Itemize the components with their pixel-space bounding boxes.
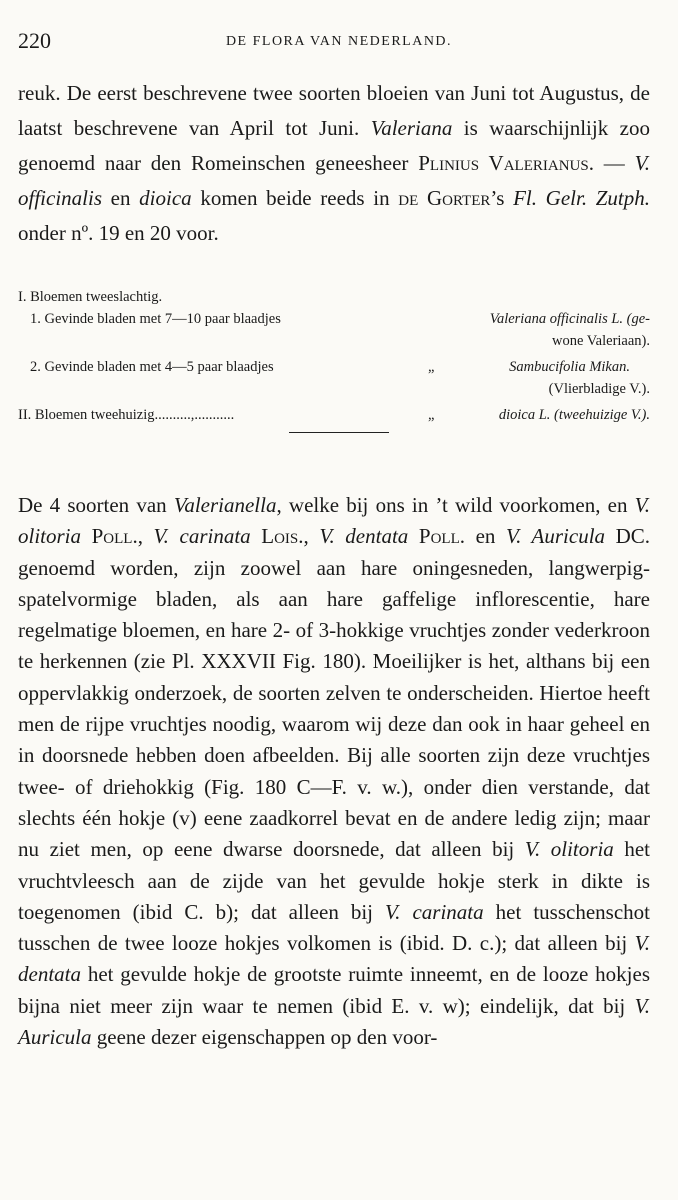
paragraph-text	[18, 490, 650, 1053]
text-run: onder nº. 19 en 20 voor.	[18, 221, 219, 245]
text-run: DC. genoemd worden, zijn zoowel aan hare oningesneden, langwerpig-spatelvormige bladen, als aan hare gaffelige inflorescentie, hare regelmatige bloemen, en hare 2- of 3-hokkige vruchtjes zonder vederkroon te herkennen (zie Pl. XXXVII Fig. 180). Moeilijker is het, althans bij een oppervlakkig onderzoek, de soorten zelven te onderscheiden. Hiertoe heeft men de rijpe vruchtjes noodig, waarom wij deze dan ook in haar geheel en in doorsnede hebben doen afbeelden. Bij alle soorten zijn deze vruchtjes twee- of driehokkig (Fig. 180 C—F. v. w.), onder dien verstande, dat slechts één hokje (v) eene zaadkorrel bevat en de andere ledig zijn; maar nu ziet men, op eene dwarse doorsnede, dat alleen bij	[18, 524, 651, 862]
italic-text: V. dentata	[18, 931, 650, 987]
identification-key	[18, 286, 650, 426]
valerianella-paragraph	[18, 490, 650, 1053]
italic-text: V. carinata	[153, 524, 251, 549]
text-run: ,	[137, 524, 154, 549]
key-item-description: 2. Gevinde bladen met 4—5 paar blaadjes	[30, 359, 274, 375]
key-item-2-continued	[18, 378, 650, 400]
text-run: het vruchtvleesch aan de zijde van het gevulde hokje sterk in dikte is toegenomen (ibid C. b); dat alleen bij	[18, 837, 651, 924]
small-caps-text: Lois.	[261, 524, 304, 549]
running-title: DE FLORA VAN NEDERLAND.	[225, 34, 453, 49]
key-item-species	[490, 308, 650, 330]
text-run: komen beide reeds in	[191, 186, 399, 210]
key-group-label: II. Bloemen tweehuizig..........,...........	[18, 407, 235, 423]
species-name: Sambucifolia Mikan.	[509, 359, 630, 375]
intro-paragraph	[18, 76, 650, 251]
text-run: en	[102, 186, 140, 210]
text-run: , welke bij ons in ’t wild voorkomen, en	[276, 493, 635, 517]
key-group-label: I. Bloemen tweeslachtig.	[18, 289, 163, 305]
text-run	[408, 524, 419, 548]
page-header	[18, 28, 660, 58]
italic-text: dioica	[139, 186, 192, 210]
paragraph-text	[18, 76, 650, 251]
small-caps-text: de Gorter	[398, 186, 491, 210]
italic-text: Valerianella	[173, 493, 277, 517]
species-name: Valeriana officinalis L. (ge-	[489, 311, 650, 327]
italic-text: V. carinata	[385, 899, 484, 924]
key-group-bisexual	[18, 286, 650, 308]
ditto-mark: „	[428, 407, 435, 423]
species-name: dioica L. (tweehuizige V.).	[498, 407, 650, 423]
key-group-dioecious	[18, 404, 650, 426]
italic-text: V. Auricula	[18, 993, 650, 1050]
italic-text: Valeriana	[370, 116, 453, 140]
italic-text: V. olitoria	[18, 493, 650, 549]
key-item-1-continued	[18, 330, 650, 352]
text-run: ,	[303, 524, 320, 549]
key-item-2	[18, 356, 650, 378]
text-run: reuk. De eerst beschrevene twee soorten bloeien van Juni tot Augustus, de laatst beschrevene van April tot Juni.	[18, 81, 650, 140]
key-item-common-name: wone Valeriaan).	[552, 333, 650, 349]
text-run: het gevulde hokje de grootste ruimte inneemt, en de looze hokjes bijna niet meer zijn waar te nemen (ibid E. v. w); eindelijk, dat bij	[18, 962, 650, 1018]
italic-text: V. officinalis	[18, 151, 651, 210]
key-item-1	[18, 308, 650, 330]
key-item-species	[499, 404, 650, 426]
ditto-mark: „	[428, 359, 435, 375]
text-run: geene dezer eigenschappen op den voor-	[91, 1025, 438, 1050]
italic-text: V. olitoria	[524, 837, 614, 862]
italic-text: V. dentata	[319, 524, 409, 549]
small-caps-text: Poll.	[418, 524, 465, 549]
text-run	[251, 524, 262, 548]
text-run: het tusschenschot tusschen de twee looze hokjes volkomen is (ibid. D. c.); dat alleen bij	[18, 899, 650, 956]
key-item-species	[509, 356, 630, 378]
small-caps-text: Plinius Valerianus	[418, 151, 589, 175]
text-run: ’s	[490, 186, 514, 210]
small-caps-text: Poll.	[91, 524, 138, 549]
text-run: De 4 soorten van	[18, 493, 174, 517]
text-run	[81, 524, 92, 548]
key-item-description: 1. Gevinde bladen met 7—10 paar blaadjes	[30, 311, 281, 327]
italic-text: V. Auricula	[505, 524, 606, 549]
italic-text: Fl. Gelr. Zutph.	[513, 186, 651, 210]
page-number: 220	[18, 28, 51, 53]
text-run: en	[465, 524, 506, 549]
section-divider	[289, 432, 389, 433]
text-run: . —	[588, 151, 635, 175]
text-run: is waarschijnlijk zoo genoemd naar den Romeinschen geneesheer	[18, 116, 650, 175]
key-item-common-name: (Vlierbladige V.).	[548, 381, 650, 397]
